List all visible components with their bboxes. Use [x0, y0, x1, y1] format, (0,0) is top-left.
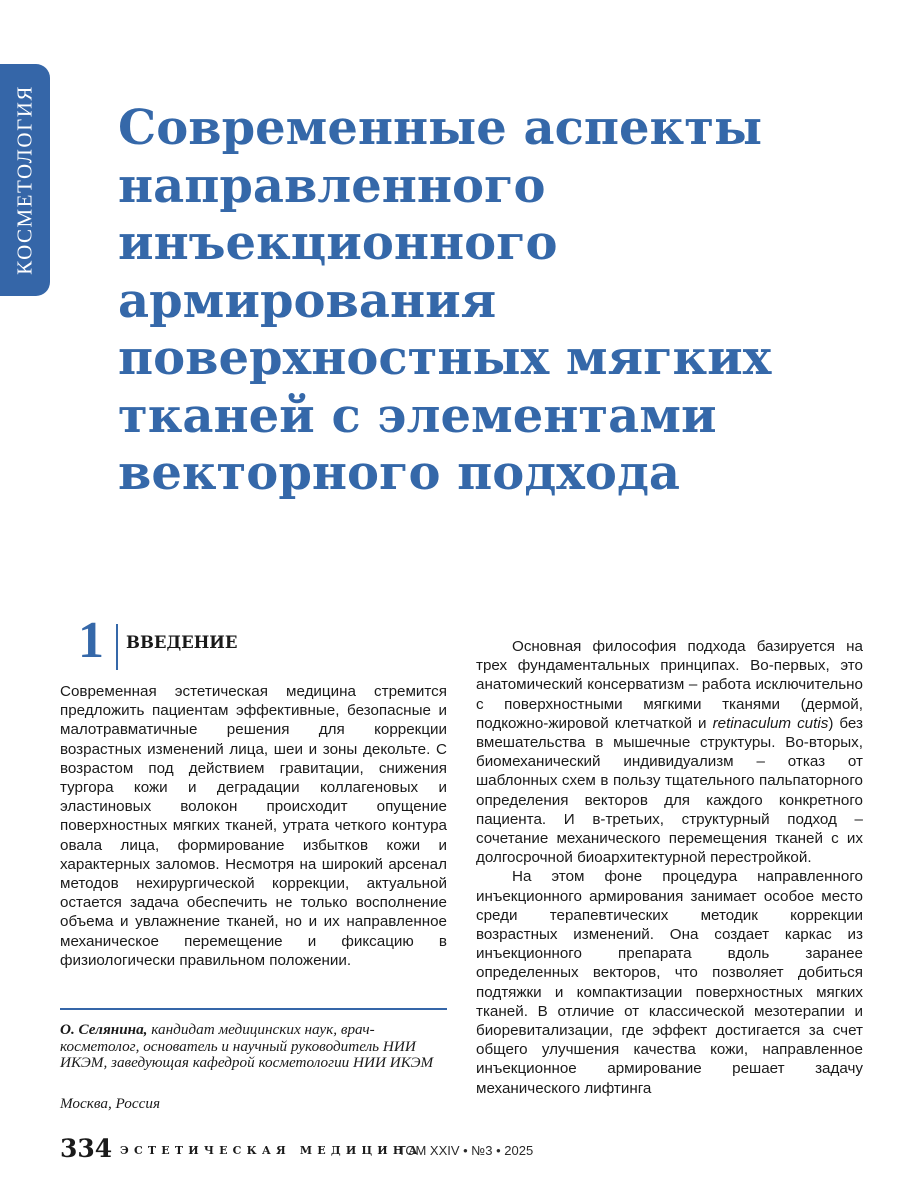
procedure-paragraph: На этом фоне процедура направленного инъекционного армирования занимает особое место среди терапевтических методик коррекции возрастных изменений. Она создает каркас из инъекционного препарата вдоль заранее определенных векторов, что позволяет добиться подтяжки и компактизации поверхностных мягких тканей. В отличие от классической мезотерапии и биоревитализации, где эффект достигается за счет общего улучшения качества кожи, направленное инъекционное армирование решает задачу механического лифтинга — [476, 868, 863, 1097]
author-name: О. Селянина, — [60, 1021, 148, 1038]
philosophy-text-a: Основная философия подхода базируется на трех фундаментальных принципах. Во-первых, это анатомический консерватизм – работа исключительно с поверхностными мягкими тканями (дермой, подкожно-жировой клетчаткой и — [476, 638, 863, 732]
issue-info: ТОМ XXIV • №3 • 2025 — [398, 1143, 534, 1158]
philosophy-paragraph — [476, 637, 863, 867]
section-tab-label: КОСМЕТОЛОГИЯ — [12, 85, 37, 275]
journal-name: ЭСТЕТИЧЕСКАЯ МЕДИЦИНА — [120, 1144, 423, 1157]
author-divider — [60, 1008, 447, 1010]
author-info — [60, 1022, 447, 1072]
page-number: 334 — [60, 1134, 113, 1163]
right-column — [476, 637, 863, 1098]
section-title: ВВЕДЕНИЕ — [126, 633, 238, 652]
author-city: Москва, Россия — [60, 1095, 161, 1112]
philosophy-latin-term: retinaculum cutis — [712, 714, 829, 732]
article-title: Современные аспекты направленного инъекционного армирования поверхностных мягких тканей с элементами векторного подхода — [118, 100, 772, 501]
philosophy-text-b: ) без вмешательства в мышечные структуры. Во-вторых, биомеханический индивидуализм – отказ от шаблонных схем в пользу тщательного пальпаторного определения векторов для каждого конкретного пациента. И в-третьих, структурный подход – сочетание механического перемещения тканей с их долгосрочной биоархитектурной перестройкой. — [476, 714, 864, 867]
section-divider — [116, 624, 118, 670]
intro-paragraph: Современная эстетическая медицина стремится предложить пациентам эффективные, безопасные и малотравматичные решения для коррекции возрастных изменений лица, шеи и зоны декольте. С возрастом под действием гравитации, снижения тургора кожи и деградации коллагеновых и эластиновых волокон происходит опущение поверхностных мягких тканей, утрата четкого контура овала лица, формирование избытков кожи и характерных заломов. Несмотря на широкий арсенал методов нехирургической коррекции, актуальной остается задача обеспечить не только восполнение объема и увлажнение тканей, но и их направленное механическое перемещение и фиксацию в физиологически правильном положении. — [60, 683, 447, 969]
author-bio: кандидат медицинских наук, врач-косметолог, основатель и научный руководитель НИИ ИКЭМ, заведующая кафедрой косметологии НИИ ИКЭМ — [60, 1021, 434, 1071]
section-number: 1 — [78, 612, 104, 669]
section-tab — [0, 64, 50, 296]
